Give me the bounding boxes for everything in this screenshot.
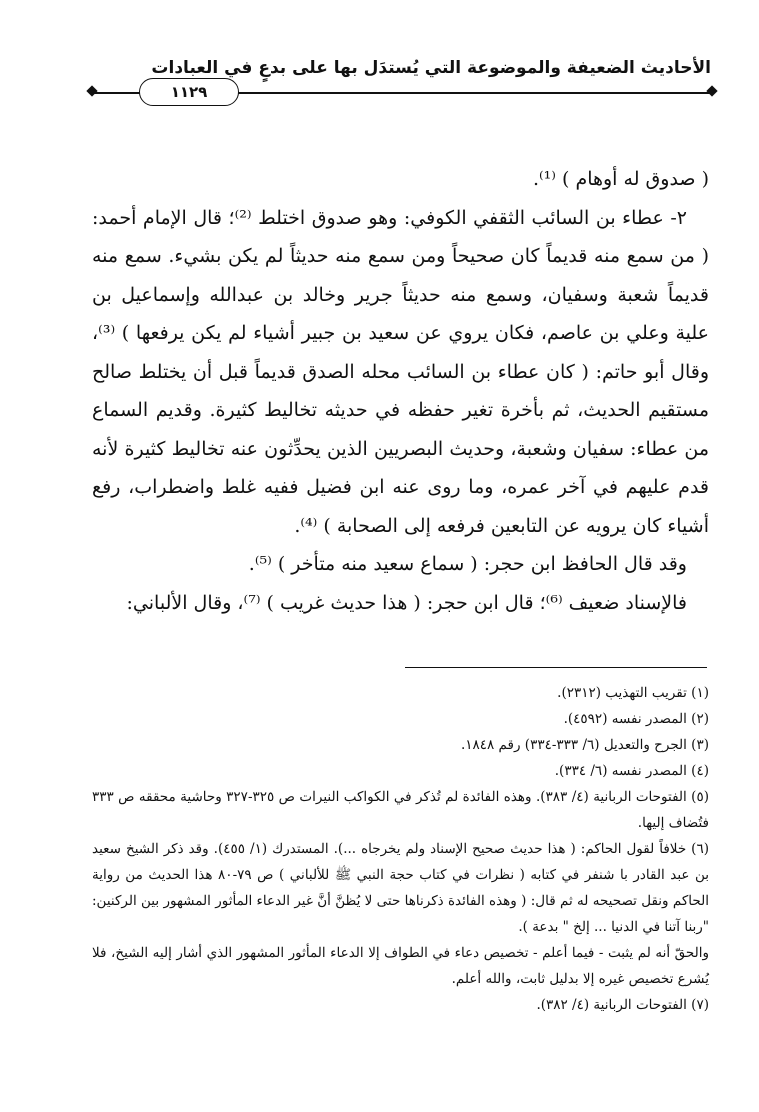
- footnote-separator: [405, 667, 707, 668]
- footnotes: [92, 680, 709, 1018]
- page-number: ١١٢٩: [139, 78, 239, 106]
- footnote-4: (٤) المصدر نفسه (٦/ ٣٣٤).: [554, 763, 709, 779]
- paragraph-2: ٢- عطاء بن السائب الثقفي الكوفي: وهو صدوق اختلط ⁽²⁾؛ قال الإمام أحمد: ( من سمع منه قديماً كان صحيحاً ومن سمع منه حديثاً لم يكن بشيء. سمع منه قديماً شعبة وسفيان، وسمع منه حديثاً جرير وخالد بن عبدالله وإسماعيل بن علية وعلي بن عاصم، فكان يروي عن سعيد بن جبير أشياء لم يكن يرفعها ) ⁽³⁾، وقال أبو حاتم: ( كان عطاء بن السائب محله الصدق قديماً قبل أن يختلط صالح مستقيم الحديث، ثم بأخرة تغير حفظه في حديثه تخاليط كثيرة. وقديم السماع من عطاء: سفيان وشعبة، وحديث البصريين الذين يحدِّثون عنه تخاليط كثيرة لأنه قدم عليهم في آخر عمره، وما روى عنه ابن فضيل ففيه غلط واضطراب، رفع أشياء كان يرويه عن التابعين فرفعه إلى الصحابة ) ⁽⁴⁾.: [92, 206, 709, 537]
- footnote-6-continued: والحقّ أنه لم يثبت - فيما أعلم - تخصيص دعاء في الطواف إلا الدعاء المأثور المشهور الذي أشار إليه الشيخ، فلا يُشرع تخصيص غيره إلا بدليل ثابت، والله أعلم.: [92, 945, 709, 987]
- paragraph-4: فالإسناد ضعيف ⁽⁶⁾؛ قال ابن حجر: ( هذا حديث غريب ) ⁽⁷⁾، وقال الألباني:: [126, 591, 687, 614]
- footnote-7: (٧) الفتوحات الربانية (٤/ ٣٨٢).: [536, 997, 709, 1013]
- main-text: [92, 160, 709, 622]
- footnote-3: (٣) الجرح والتعديل (٦/ ٣٣٣-٣٣٤) رقم ١٨٤٨.: [460, 737, 709, 753]
- running-header-title: الأحاديث الضعيفة والموضوعة التي يُستدَل بها على بدعٍ في العبادات: [151, 58, 711, 78]
- paragraph-1: ( صدوق له أوهام ) ⁽¹⁾.: [532, 168, 709, 190]
- paragraph-3: وقد قال الحافظ ابن حجر: ( سماع سعيد منه متأخر ) ⁽⁵⁾.: [248, 553, 687, 575]
- header-left-ornament: [86, 85, 97, 96]
- footnote-6: (٦) خلافاً لقول الحاكم: ( هذا حديث صحيح الإسناد ولم يخرجاه ...). المستدرك (١/ ٤٥٥). وقد ذكر الشيخ سعيد بن عبد القادر با شنفر في كتابه ( نظرات في كتاب حجة النبي ﷺ للألباني ) ص ٧٩-٨٠ هذا الحديث من رواية الحاكم ونقل تصحيحه له ثم قال: ( وهذه الفائدة ذكرناها حتى لا يُظنَّ أنَّ غير الدعاء المأثور المشهور بين الركنين: "ربنا آتنا في الدنيا ... إلخ " بدعة ).: [92, 841, 710, 935]
- header-right-ornament: [706, 85, 717, 96]
- footnote-5: (٥) الفتوحات الربانية (٤/ ٣٨٣). وهذه الفائدة لم تُذكر في الكواكب النيرات ص ٣٢٥-٣٢٧ وحاشية محققه ص ٣٣٣ فتُضاف إليها.: [92, 789, 709, 831]
- footnote-1: (١) تقريب التهذيب (٢٣١٢).: [557, 685, 709, 701]
- footnote-2: (٢) المصدر نفسه (٤٥٩٢).: [563, 711, 709, 727]
